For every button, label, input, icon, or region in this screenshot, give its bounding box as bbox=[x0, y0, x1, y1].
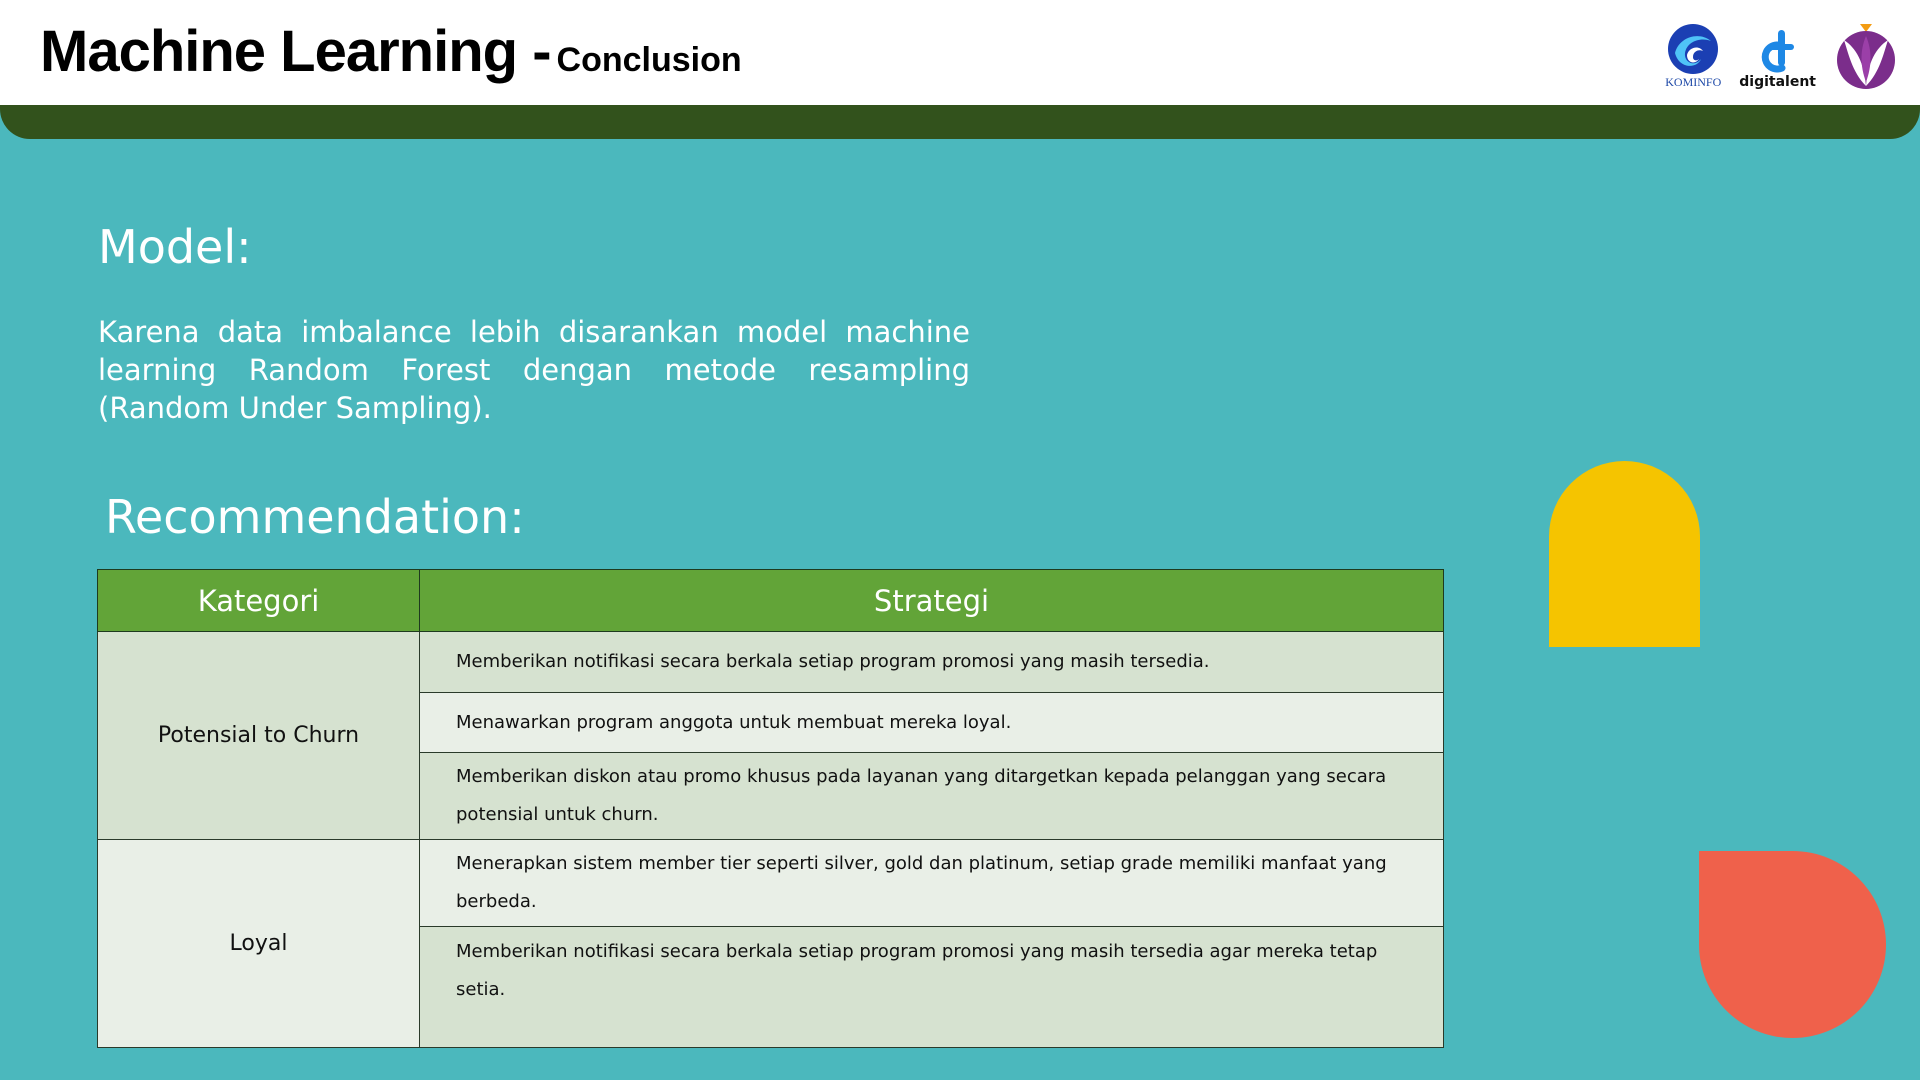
category-cell: Potensial to Churn bbox=[98, 632, 420, 840]
column-header-strategi: Strategi bbox=[420, 570, 1444, 632]
digitalent-label: digitalent bbox=[1739, 74, 1816, 90]
strategy-cell: Memberikan notifikasi secara berkala setiap program promosi yang masih tersedia. bbox=[420, 632, 1444, 693]
logo-group bbox=[1665, 18, 1898, 90]
kominfo-icon bbox=[1665, 23, 1721, 75]
kominfo-label: KOMINFO bbox=[1665, 75, 1722, 89]
model-heading: Model: bbox=[98, 220, 252, 274]
table-row bbox=[98, 840, 1444, 927]
column-header-kategori: Kategori bbox=[98, 570, 420, 632]
title-main: Machine Learning - bbox=[40, 19, 551, 84]
recommendation-heading: Recommendation: bbox=[105, 490, 525, 544]
strategy-cell: Menerapkan sistem member tier seperti silver, gold dan platinum, setiap grade memiliki manfaat yang berbeda. bbox=[420, 840, 1444, 927]
decorative-yellow-arch bbox=[1549, 461, 1700, 647]
table-row bbox=[98, 632, 1444, 693]
category-cell: Loyal bbox=[98, 840, 420, 1048]
slide-title bbox=[40, 18, 742, 85]
strategy-cell: Menawarkan program anggota untuk membuat mereka loyal. bbox=[420, 693, 1444, 753]
model-description: Karena data imbalance lebih disarankan model machine learning Random Forest dengan metode resampling (Random Under Sampling). bbox=[98, 315, 970, 425]
title-sub: Conclusion bbox=[556, 41, 742, 79]
digitalent-logo bbox=[1739, 28, 1816, 90]
decorative-red-drop bbox=[1699, 851, 1886, 1038]
recommendation-table bbox=[97, 569, 1444, 1048]
digitalent-icon bbox=[1758, 28, 1798, 74]
strategy-cell: Memberikan notifikasi secara berkala setiap program promosi yang masih tersedia agar mereka tetap setia. bbox=[420, 927, 1444, 1048]
table-header-row bbox=[98, 570, 1444, 632]
lotus-logo bbox=[1834, 22, 1898, 90]
slide-header bbox=[0, 0, 1920, 105]
kominfo-logo bbox=[1665, 23, 1721, 90]
strategy-cell: Memberikan diskon atau promo khusus pada layanan yang ditargetkan kepada pelanggan yang secara potensial untuk churn. bbox=[420, 753, 1444, 840]
header-band bbox=[0, 105, 1920, 139]
lotus-icon bbox=[1834, 22, 1898, 90]
